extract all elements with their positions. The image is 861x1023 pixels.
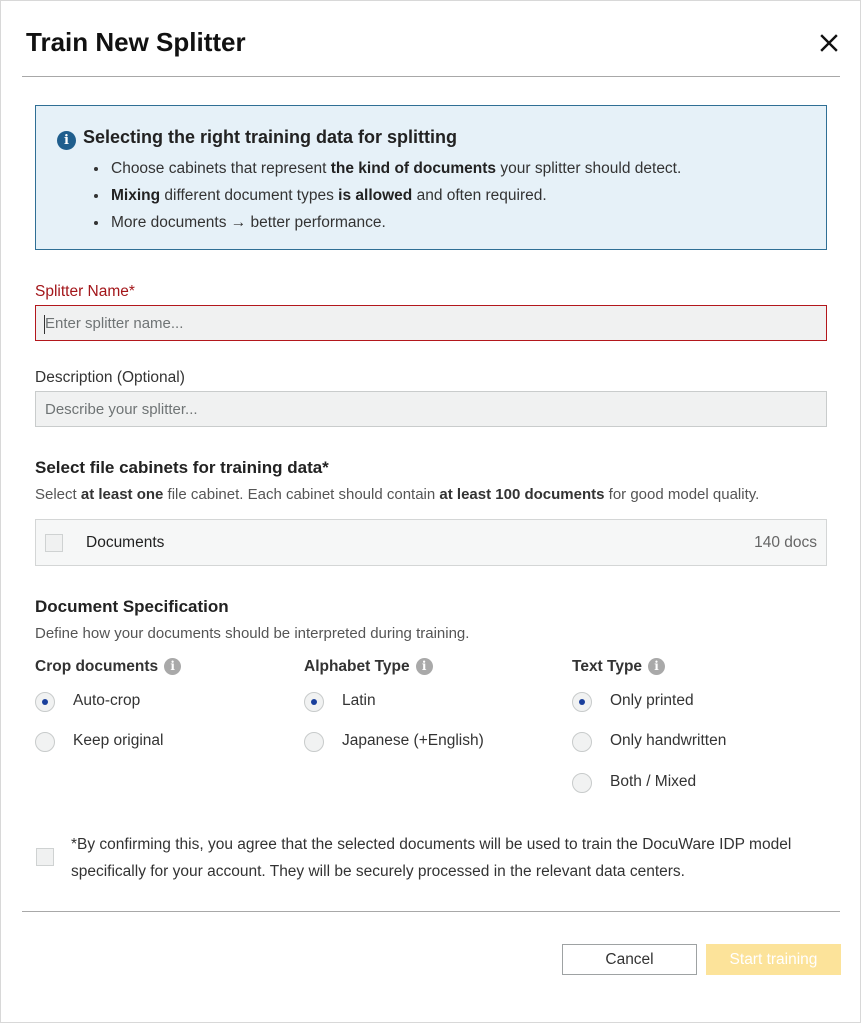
info-box xyxy=(35,105,827,250)
radio-button[interactable] xyxy=(35,692,55,712)
radio-button[interactable] xyxy=(304,732,324,752)
spec-title: Document Specification xyxy=(35,597,229,616)
radio-only-handwritten[interactable] xyxy=(572,731,812,753)
help-icon[interactable]: i xyxy=(648,658,665,675)
cabinet-name: Documents xyxy=(86,534,165,551)
help-icon[interactable]: i xyxy=(416,658,433,675)
cabinets-subtitle: Select at least one file cabinet. Each cabinet should contain at least 100 documents for good model quality. xyxy=(35,486,760,503)
cancel-button[interactable]: Cancel xyxy=(562,944,697,975)
info-bullet: Choose cabinets that represent the kind of documents your splitter should detect. xyxy=(92,155,681,182)
text-type-column xyxy=(572,656,727,790)
close-icon xyxy=(815,29,843,57)
info-list xyxy=(92,155,681,236)
info-bullet: More documents → better performance. xyxy=(92,209,681,236)
info-icon: i xyxy=(57,131,76,150)
radio-button[interactable] xyxy=(572,773,592,793)
info-bullet: Mixing different document types is allowed and often required. xyxy=(92,182,681,209)
consent-text: *By confirming this, you agree that the selected documents will be used to train the DocuWare IDP model specifically for your account. They will be securely processed in the relevant data centers. xyxy=(71,836,792,880)
consent-checkbox[interactable] xyxy=(36,848,54,866)
radio-label: Keep original xyxy=(73,732,164,749)
radio-both-mixed[interactable] xyxy=(572,772,812,794)
spec-subtitle: Define how your documents should be interpreted during training. xyxy=(35,625,470,642)
radio-button[interactable] xyxy=(572,692,592,712)
radio-button[interactable] xyxy=(572,732,592,752)
info-title: Selecting the right training data for splitting xyxy=(83,127,458,147)
splitter-name-input[interactable] xyxy=(35,305,827,341)
help-icon[interactable]: i xyxy=(164,658,181,675)
radio-button[interactable] xyxy=(35,732,55,752)
dialog-title: Train New Splitter xyxy=(26,27,246,57)
radio-japanese[interactable] xyxy=(304,731,544,753)
radio-label: Only handwritten xyxy=(610,732,727,749)
radio-label: Japanese (+English) xyxy=(342,732,484,749)
alphabet-heading: Alphabet Type i xyxy=(304,656,433,678)
header-divider xyxy=(22,76,840,77)
text-cursor xyxy=(44,315,45,334)
footer-divider xyxy=(22,911,840,912)
radio-auto-crop[interactable] xyxy=(35,691,275,713)
cabinet-item-documents[interactable] xyxy=(35,519,827,566)
radio-latin[interactable] xyxy=(304,691,544,713)
splitter-name-label: Splitter Name* xyxy=(35,283,135,300)
radio-only-printed[interactable] xyxy=(572,691,812,713)
radio-label: Auto-crop xyxy=(73,692,141,709)
radio-label: Latin xyxy=(342,692,376,709)
radio-label: Both / Mixed xyxy=(610,773,697,790)
description-input[interactable] xyxy=(35,391,827,427)
cabinets-title: Select file cabinets for training data* xyxy=(35,458,329,477)
cabinet-doc-count: 140 docs xyxy=(754,534,817,551)
text-type-heading: Text Type i xyxy=(572,656,665,678)
crop-column xyxy=(35,656,181,749)
alphabet-column xyxy=(304,656,484,749)
start-training-button[interactable]: Start training xyxy=(706,944,841,975)
radio-label: Only printed xyxy=(610,692,694,709)
radio-keep-original[interactable] xyxy=(35,731,275,753)
cabinet-checkbox[interactable] xyxy=(45,534,63,552)
description-label: Description (Optional) xyxy=(35,369,185,386)
radio-button[interactable] xyxy=(304,692,324,712)
close-button[interactable] xyxy=(815,29,843,57)
crop-heading: Crop documents i xyxy=(35,656,181,678)
